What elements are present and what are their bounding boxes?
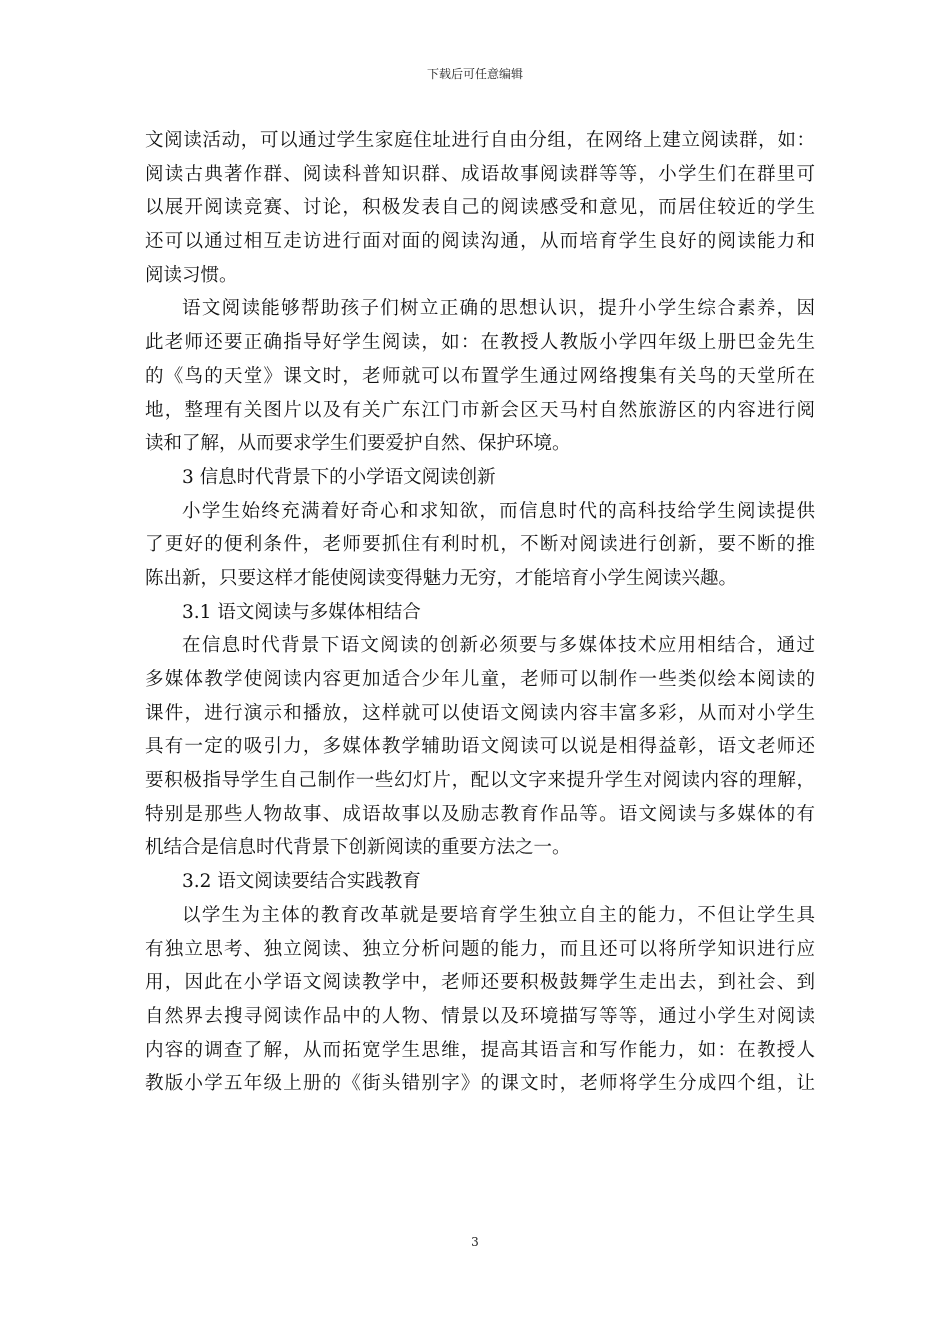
- document-body: [145, 124, 815, 1101]
- text-line: 了更好的便利条件，老师要抓住有利时机，不断对阅读进行创新，要不断的推: [145, 534, 815, 556]
- page-header: 下载后可任意编辑: [426, 67, 523, 81]
- text-line: 有独立思考、独立阅读、独立分析问题的能力，而且还可以将所学知识进行应: [145, 938, 815, 960]
- text-line: 以学生为主体的教育改革就是要培育学生独立自主的能力，不但让学生具: [182, 904, 815, 926]
- text-line: 自然界去搜寻阅读作品中的人物、情景以及环境描写等等，通过小学生对阅读: [145, 1005, 815, 1027]
- text-line: 阅读习惯。: [145, 264, 238, 286]
- text-line: 内容的调查了解，从而拓宽学生思维，提高其语言和写作能力，如：在教授人: [145, 1039, 815, 1061]
- text-line: 文阅读活动，可以通过学生家庭住址进行自由分组，在网络上建立阅读群，如：: [145, 130, 815, 151]
- section-heading: 3.1 语文阅读与多媒体相结合: [182, 601, 421, 623]
- text-line: 用，因此在小学语文阅读教学中，老师还要积极鼓舞学生走出去，到社会、到: [145, 972, 815, 994]
- text-line: 多媒体教学使阅读内容更加适合少年儿童，老师可以制作一些类似绘本阅读的: [145, 669, 815, 690]
- text-line: 机结合是信息时代背景下创新阅读的重要方法之一。: [145, 837, 571, 859]
- text-line: 此老师还要正确指导好学生阅读，如：在教授人教版小学四年级上册巴金先生: [145, 332, 815, 354]
- section-heading: 3 信息时代背景下的小学语文阅读创新: [182, 466, 496, 488]
- text-line: 陈出新，只要这样才能使阅读变得魅力无穷，才能培育小学生阅读兴趣。: [145, 567, 738, 589]
- text-line: 读和了解，从而要求学生们要爱护自然、保护环境。: [145, 433, 571, 455]
- text-line: 教版小学五年级上册的《街头错别字》的课文时，老师将学生分成四个组，让: [145, 1073, 815, 1095]
- text-line: 阅读古典著作群、阅读科普知识群、成语故事阅读群等等，小学生们在群里可: [145, 163, 815, 185]
- text-line: 语文阅读能够帮助孩子们树立正确的思想认识，提升小学生综合素养，因: [182, 298, 815, 320]
- text-line: 要积极指导学生自己制作一些幻灯片，配以文字来提升学生对阅读内容的理解，: [145, 770, 815, 792]
- text-line: 还可以通过相互走访进行面对面的阅读沟通，从而培育学生良好的阅读能力和: [145, 231, 815, 253]
- text-line: 的《鸟的天堂》课文时，老师就可以布置学生通过网络搜集有关鸟的天堂所在: [145, 365, 815, 387]
- text-line: 在信息时代背景下语文阅读的创新必须要与多媒体技术应用相结合，通过: [182, 635, 815, 657]
- text-line: 地，整理有关图片以及有关广东江门市新会区天马村自然旅游区的内容进行阅: [145, 399, 815, 421]
- text-line: 具有一定的吸引力，多媒体教学辅助语文阅读可以说是相得益彰，语文老师还: [145, 736, 815, 758]
- text-line: 以展开阅读竞赛、讨论，积极发表自己的阅读感受和意见，而居住较近的学生: [145, 197, 815, 219]
- text-line: 小学生始终充满着好奇心和求知欲，而信息时代的高科技给学生阅读提供: [182, 500, 815, 522]
- section-heading: 3.2 语文阅读要结合实践教育: [182, 871, 421, 893]
- page-number: 3: [471, 1235, 479, 1249]
- text-line: 课件，进行演示和播放，这样就可以使语文阅读内容丰富多彩，从而对小学生: [145, 702, 815, 724]
- text-line: 特别是那些人物故事、成语故事以及励志教育作品等。语文阅读与多媒体的有: [145, 803, 815, 825]
